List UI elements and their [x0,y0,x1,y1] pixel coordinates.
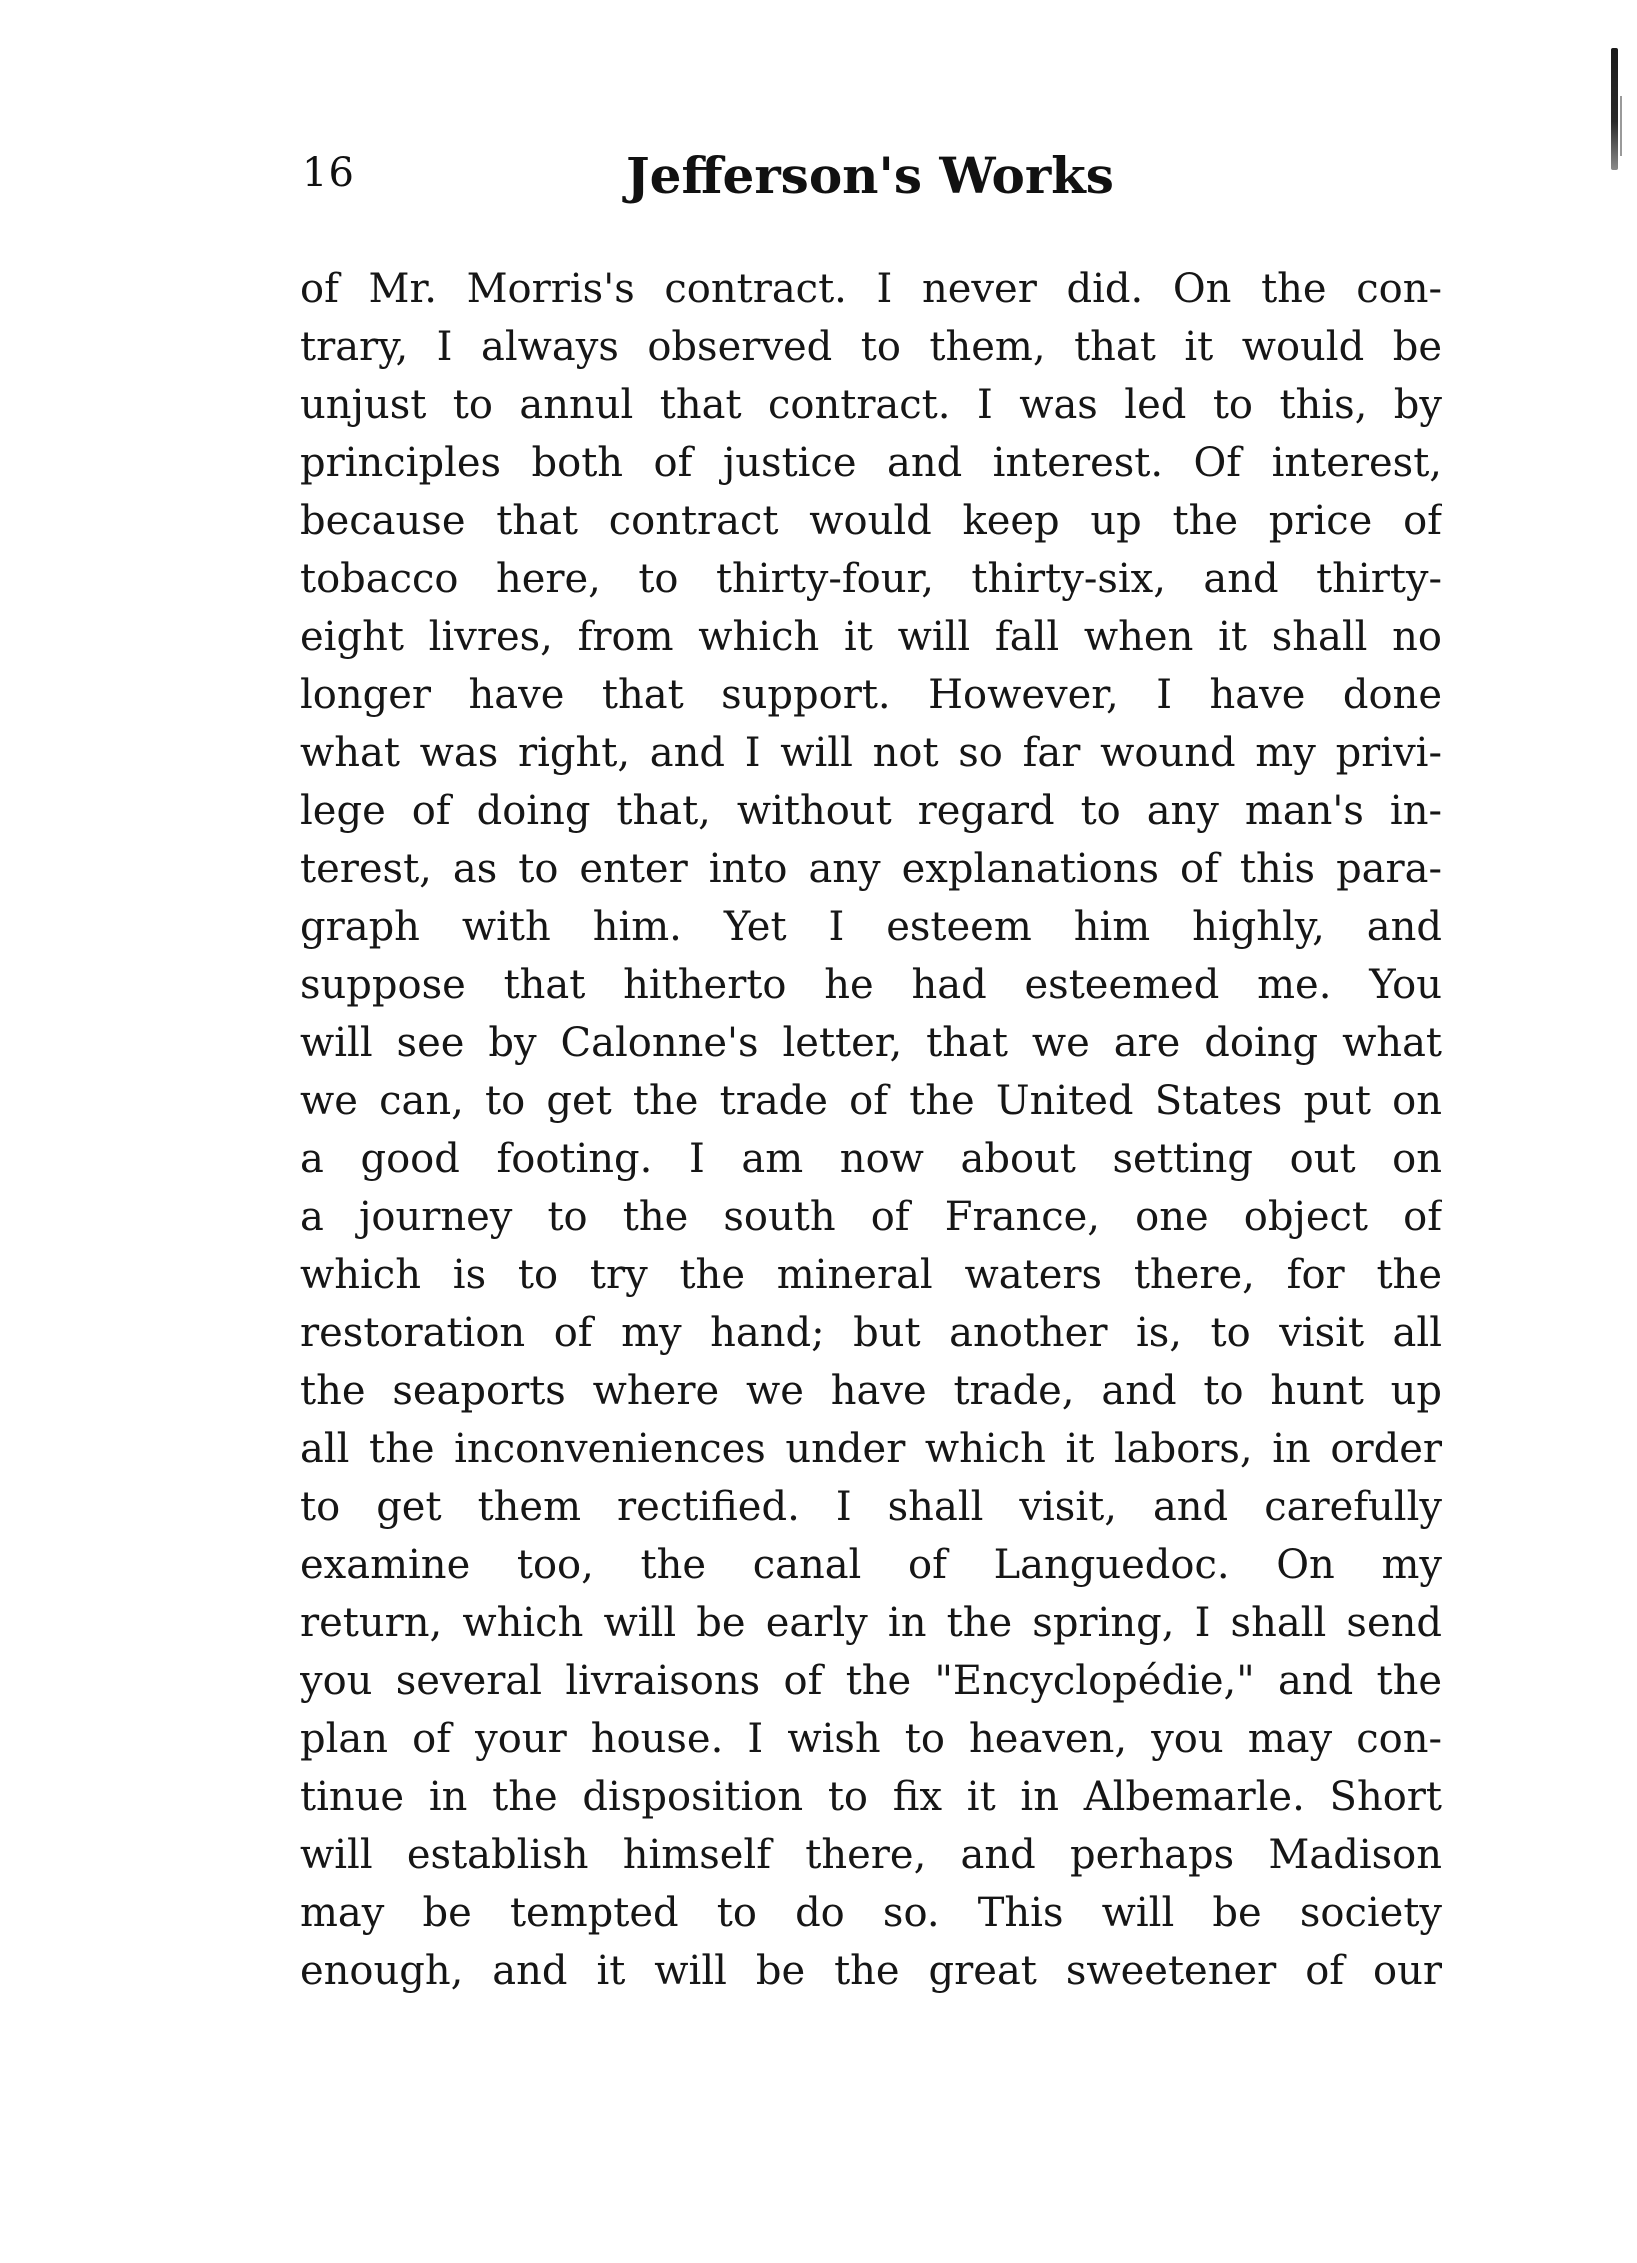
text-line: will see by Calonne's letter, that we are doing what [300,1020,1442,1066]
text-line: trary, I always observed to them, that it would be [300,324,1442,370]
running-head: Jefferson's Works [626,146,1114,205]
text-line: you several livraisons of the "Encyclopédie," and the [300,1658,1442,1704]
text-line: what was right, and I will not so far wound my privi- [300,730,1442,776]
text-line: may be tempted to do so. This will be society [300,1890,1442,1936]
page-edge-shadow [1620,96,1622,156]
text-line: principles both of justice and interest. Of interest, [300,440,1442,486]
text-line: enough, and it will be the great sweetener of our [300,1948,1442,1994]
page-edge-mark [1611,48,1618,170]
text-line: plan of your house. I wish to heaven, you may con- [300,1716,1442,1762]
text-line: we can, to get the trade of the United States put on [300,1078,1442,1124]
text-line: graph with him. Yet I esteem him highly, and [300,904,1442,950]
text-line: lege of doing that, without regard to any man's in- [300,788,1442,834]
text-line: unjust to annul that contract. I was led to this, by [300,382,1442,428]
text-line: suppose that hitherto he had esteemed me. You [300,962,1442,1008]
text-line: terest, as to enter into any explanations of this para- [300,846,1442,892]
text-line: restoration of my hand; but another is, to visit all [300,1310,1442,1356]
body-text [300,260,1442,2000]
text-line: return, which will be early in the spring, I shall send [300,1600,1442,1646]
text-line: all the inconveniences under which it labors, in order [300,1426,1442,1472]
text-line: tobacco here, to thirty-four, thirty-six, and thirty- [300,556,1442,602]
text-line: a good footing. I am now about setting out on [300,1136,1442,1182]
text-line: tinue in the disposition to fix it in Albemarle. Short [300,1774,1442,1820]
text-line: to get them rectified. I shall visit, and carefully [300,1484,1442,1530]
text-line: a journey to the south of France, one object of [300,1194,1442,1240]
text-line: longer have that support. However, I have done [300,672,1442,718]
text-line: because that contract would keep up the price of [300,498,1442,544]
text-line: which is to try the mineral waters there, for the [300,1252,1442,1298]
text-line: will establish himself there, and perhaps Madison [300,1832,1442,1878]
text-line: the seaports where we have trade, and to hunt up [300,1368,1442,1414]
page-number: 16 [302,150,355,196]
text-line: of Mr. Morris's contract. I never did. On the con- [300,266,1442,312]
text-line: examine too, the canal of Languedoc. On my [300,1542,1442,1588]
text-line: eight livres, from which it will fall when it shall no [300,614,1442,660]
